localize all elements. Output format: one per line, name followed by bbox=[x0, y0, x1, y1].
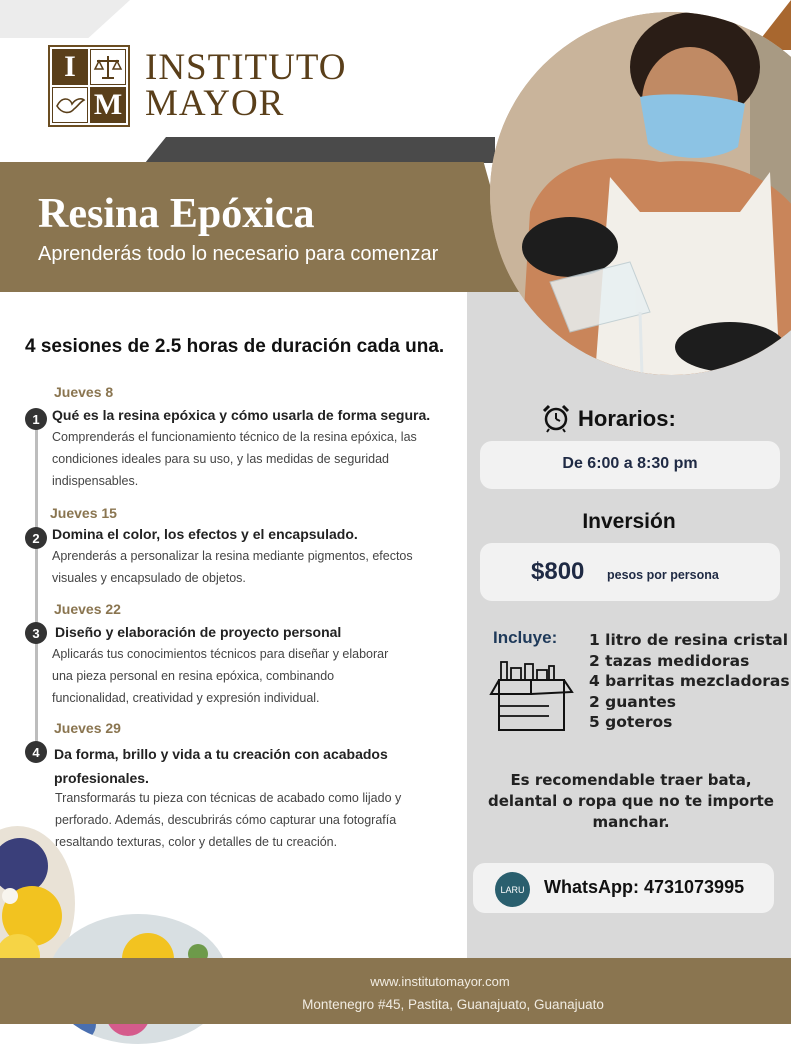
footer-address: Montenegro #45, Pastita, Guanajuato, Guanajuato bbox=[302, 997, 604, 1012]
schedule-time: De 6:00 a 8:30 pm bbox=[562, 455, 698, 472]
includes-item: 5 goteros bbox=[589, 713, 673, 731]
session-description-line: una pieza personal en resina epóxica, combinando bbox=[52, 669, 335, 683]
session-title: Diseño y elaboración de proyecto personal bbox=[55, 624, 342, 640]
sessions-headline: 4 sesiones de 2.5 horas de duración cada una. bbox=[25, 336, 445, 357]
laru-badge-icon: LARU bbox=[495, 872, 530, 907]
session-description-line: Aprenderás a personalizar la resina mediante pigmentos, efectos bbox=[52, 549, 413, 563]
investment-title: Inversión bbox=[582, 510, 676, 533]
decorative-dark-stripe bbox=[145, 137, 495, 163]
session-title-line: profesionales. bbox=[54, 770, 149, 786]
logo-letter-m: M bbox=[90, 87, 126, 123]
brand-name-line1: INSTITUTO bbox=[145, 47, 347, 88]
dove-icon bbox=[52, 87, 88, 123]
includes-label: Incluye: bbox=[493, 628, 558, 647]
session-description-line: resaltando texturas, color y detalles de tu creación. bbox=[55, 835, 338, 849]
recommendation-note bbox=[480, 770, 782, 833]
session-description bbox=[52, 426, 417, 492]
session-description-line: Comprenderás el funcionamiento técnico de la resina epóxica, las bbox=[52, 430, 417, 444]
session-day: Jueves 22 bbox=[54, 601, 121, 617]
session-number: 1 bbox=[25, 408, 47, 430]
session-description-line: Transformarás tu pieza con técnicas de acabado como lijado y bbox=[55, 791, 402, 805]
includes-item: 2 guantes bbox=[589, 692, 676, 711]
session-day: Jueves 29 bbox=[54, 720, 121, 736]
info-panel bbox=[467, 292, 791, 960]
session-description-line: condiciones ideales para su uso, y las medidas de seguridad bbox=[52, 452, 390, 466]
note-line: Es recomendable traer bata, bbox=[510, 771, 752, 789]
box-icon bbox=[489, 660, 574, 740]
logo-letter-i: I bbox=[52, 49, 88, 85]
price-amount: $800 bbox=[531, 558, 585, 585]
session-title bbox=[54, 742, 388, 790]
schedule-title: Horarios: bbox=[578, 406, 676, 431]
session-title: Qué es la resina epóxica y cómo usarla de forma segura. bbox=[52, 407, 431, 423]
session-number: 2 bbox=[25, 527, 47, 549]
session-title-line: Da forma, brillo y vida a tu creación con acabados bbox=[54, 746, 388, 762]
decorative-gray-shape bbox=[0, 0, 130, 38]
session-description bbox=[52, 545, 413, 589]
session-description-line: Aplicarás tus conocimientos técnicos para diseñar y elaborar bbox=[52, 647, 389, 661]
session-title: Domina el color, los efectos y el encapsulado. bbox=[52, 526, 358, 542]
timeline-line bbox=[35, 415, 38, 755]
session-description-line: funcionalidad, creatividad y expresión individual. bbox=[52, 691, 320, 705]
session-description-line: indispensables. bbox=[52, 474, 139, 488]
includes-item: 4 barritas mezcladoras bbox=[589, 672, 790, 690]
session-number: 4 bbox=[25, 741, 47, 763]
whatsapp-number[interactable]: WhatsApp: 4731073995 bbox=[544, 877, 745, 897]
scales-icon bbox=[90, 49, 126, 85]
course-title: Resina Epóxica bbox=[38, 191, 315, 237]
session-description bbox=[55, 787, 401, 853]
note-line: delantal o ropa que no te importe bbox=[488, 792, 774, 810]
session-description bbox=[52, 643, 388, 709]
alarm-clock-icon bbox=[541, 403, 571, 438]
note-line: manchar. bbox=[592, 813, 670, 831]
footer bbox=[0, 958, 791, 1024]
includes-item: 1 litro de resina cristal bbox=[589, 631, 789, 649]
session-description-line: perforado. Además, descubrirás cómo capturar una fotografía bbox=[55, 813, 397, 827]
brand-name-line2: MAYOR bbox=[145, 83, 285, 124]
includes-item: 2 tazas medidoras bbox=[589, 651, 750, 670]
course-subtitle: Aprenderás todo lo necesario para comenzar bbox=[38, 243, 439, 265]
logo bbox=[48, 45, 130, 127]
session-day: Jueves 15 bbox=[50, 505, 117, 521]
price-unit: pesos por persona bbox=[607, 568, 719, 582]
includes-list bbox=[589, 630, 790, 733]
footer-website[interactable]: www.institutomayor.com bbox=[370, 974, 510, 989]
session-description-line: visuales y encapsulado de objetos. bbox=[52, 571, 246, 585]
session-day: Jueves 8 bbox=[54, 384, 114, 400]
brand-name bbox=[145, 47, 347, 124]
session-number: 3 bbox=[25, 622, 47, 644]
